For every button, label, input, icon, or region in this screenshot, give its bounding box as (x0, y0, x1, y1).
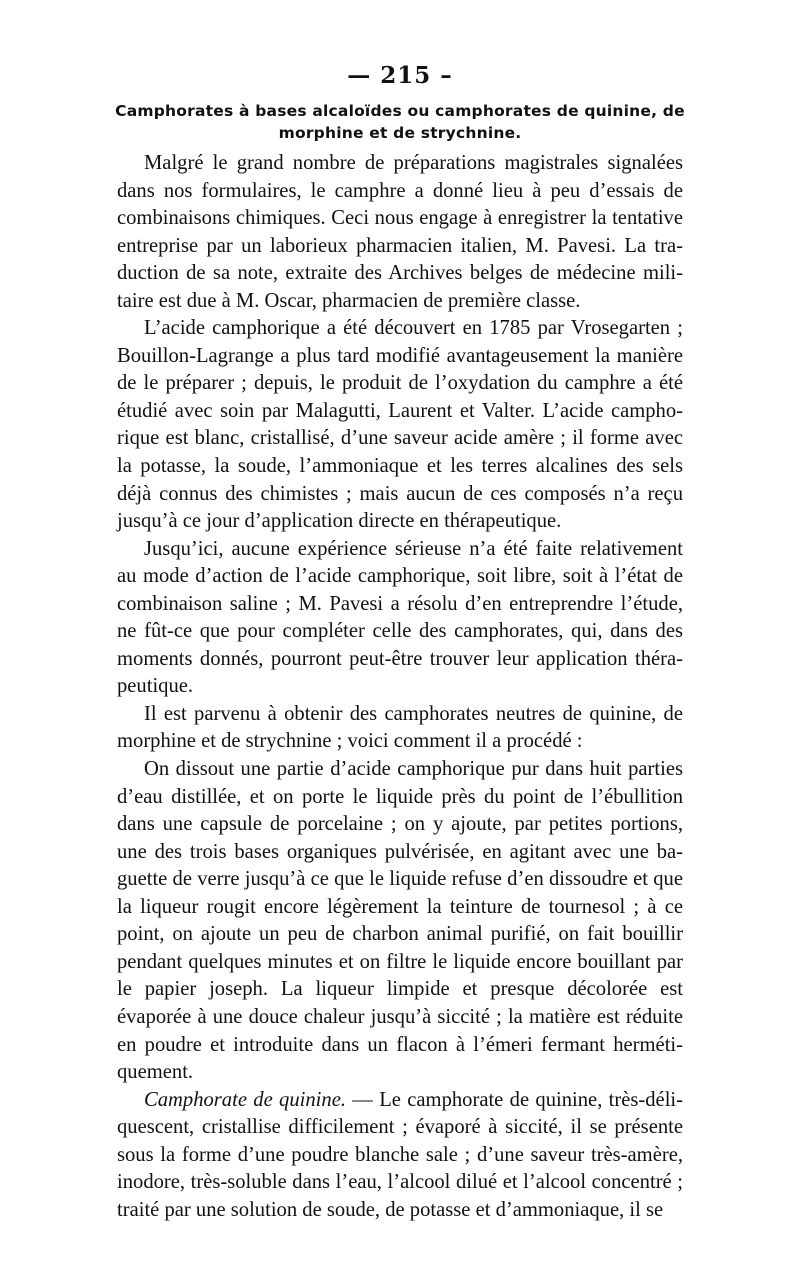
paragraph-6-text: — Le camphorate de quinine, très-déliquescent, cristallise difficilement ; évaporé à siccité, il se présente sous la forme d’une poudre blanche sale ; d’une saveur très-amère, inodore, très-soluble dans l’eau, l’alcool dilué et l’alcool concentré ; traité par une solution de soude, de potasse et d’ammoniaque, il se (117, 1088, 683, 1221)
paragraph-subhead: Camphorate de quinine. (144, 1088, 346, 1111)
paragraph-4: Il est parvenu à obtenir des camphorates neutres de quinine, de morphine et de strychnine ; voici comment il a procédé : (117, 702, 683, 753)
section-heading: Camphorates à bases alcaloïdes ou camphorates de quinine, de morphine et de strychnine. (115, 102, 685, 142)
paragraph-3: Jusqu’ici, aucune expérience sérieuse n’a été faite relativement au mode d’action de l’acide camphorique, soit libre, soit à l’état de combinaison saline ; M. Pavesi a résolu d’en entreprendre l’étude, ne fût-ce que pour compléter celle des camphorates, qui, dans des moments donnés, pourront peut-être trouver leur application thérapeutique. (117, 537, 683, 698)
paragraph-6 (117, 1087, 683, 1225)
body-text (117, 150, 683, 1224)
page-number: — 215 – (347, 62, 453, 89)
paragraph-2: L’acide camphorique a été découvert en 1785 par Vrosegarten ; Bouillon-Lagrange a plus tard modifié avantageusement la manière de le préparer ; depuis, le produit de l’oxydation du camphre a été étudié avec soin par Malagutti, Laurent et Valter. L’acide camphorique est blanc, cristallisé, d’une saveur acide amère ; il forme avec la potasse, la soude, l’ammoniaque et les terres alcalines des sels déjà connus des chimistes ; mais aucun de ces composés n’a reçu jusqu’à ce jour d’application directe en thérapeutique. (117, 317, 683, 533)
paragraph-1: Malgré le grand nombre de préparations magistrales signalées dans nos formulaires, le camphre a donné lieu à peu d’essais de combinaisons chimiques. Ceci nous engage à enregistrer la tentative entreprise par un laborieux pharmacien italien, M. Pavesi. La traduction de sa note, extraite des Archives belges de médecine militaire est due à M. Oscar, pharmacien de première classe. (117, 152, 683, 312)
paragraph-5: On dissout une partie d’acide camphorique pur dans huit parties d’eau distillée, et on porte le liquide près du point de l’ébullition dans une capsule de porcelaine ; on y ajoute, par petites portions, une des trois bases organiques pulvérisée, en agitant avec une baguette de verre jusqu’à ce que le liquide refuse d’en dissoudre et que la liqueur rougit encore légèrement la teinture de tournesol ; à ce point, on ajoute un peu de charbon animal purifié, on fait bouillir pendant quelques minutes et on filtre le liquide encore bouillant par le papier joseph. La liqueur limpide et presque décolorée est évaporée à une douce chaleur jusqu’à siccité ; la matière est réduite en poudre et introduite dans un flacon à l’émeri fermant hermétiquement. (117, 758, 683, 1084)
